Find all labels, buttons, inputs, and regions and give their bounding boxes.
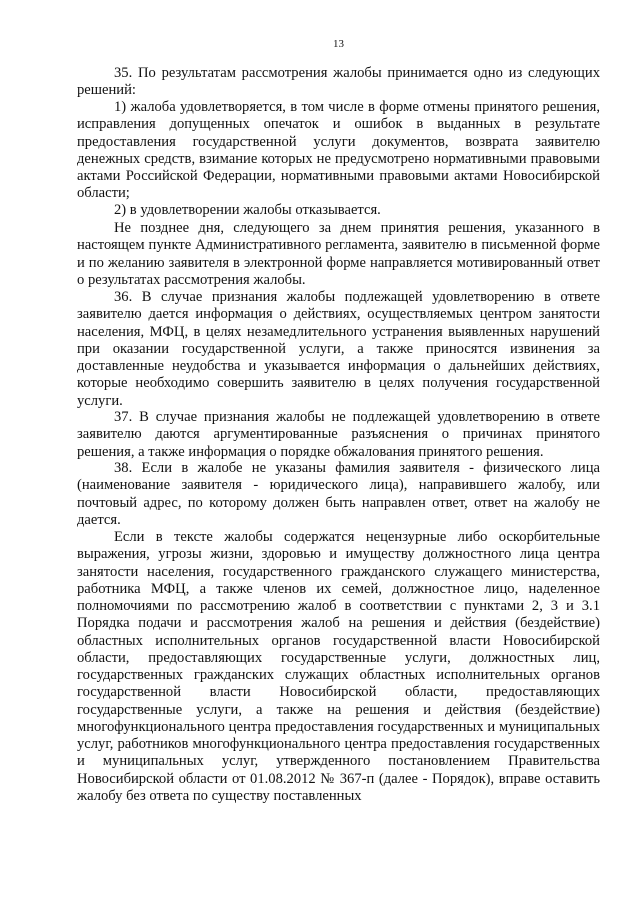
paragraph-35-response-deadline: Не позднее дня, следующего за днем принятия решения, указанного в настоящем пункте Административного регламента, заявителю в письменной форме и по желанию заявителя в электронной форме направляется мотивированный ответ о результатах рассмотрения жалобы. — [77, 220, 600, 288]
paragraph-37: 37. В случае признания жалобы не подлежащей удовлетворению в ответе заявителю даются аргументированные разъяснения о причинах принятого решения, а также информация о порядке обжалования принятого решения. — [77, 409, 600, 460]
paragraph-38-continuation: Если в тексте жалобы содержатся нецензурные либо оскорбительные выражения, угрозы жизни, здоровью и имуществу должностного лица центра занятости населения, государственного гражданского служащего министерства, работника МФЦ, а также членов их семей, должностное лицо, наделенное полномочиями по рассмотрению жалоб в соответствии с пунктами 2, 3 и 3.1 Порядка подачи и рассмотрения жалоб на решения и действия (бездействие) областных исполнительных органов государственной власти Новосибирской области, предоставляющих государственные услуги, должностных лиц, государственных гражданских служащих областных исполнительных органов государственной власти Новосибирской области, предоставляющих государственные услуги, а также на решения и действия (бездействие) многофункционального центра предоставления государственных и муниципальных услуг, работников многофункционального центра предоставления государственных и муниципальных услуг, утвержденного постановлением Правительства Новосибирской области от 01.08.2012 № 367-п (далее - Порядок), вправе оставить жалобу без ответа по существу поставленных — [77, 529, 600, 804]
page-number: 13 — [333, 38, 344, 50]
paragraph-35-intro: 35. По результатам рассмотрения жалобы принимается одно из следующих решений: — [77, 65, 600, 99]
paragraph-38: 38. Если в жалобе не указаны фамилия заявителя - физического лица (наименование заявителя - юридического лица), направившего жалобу, или почтовый адрес, по которому должен быть направлен ответ, ответ на жалобу не дается. — [77, 460, 600, 528]
paragraph-36: 36. В случае признания жалобы подлежащей удовлетворению в ответе заявителю дается информация о действиях, осуществляемых центром занятости населения, МФЦ, в целях незамедлительного устранения выявленных нарушений при оказании государственной услуги, а также приносятся извинения за доставленные неудобства и указывается информация о дальнейших действиях, которые необходимо совершить заявителю в целях получения государственной услуги. — [77, 289, 600, 409]
paragraph-35-item-2: 2) в удовлетворении жалобы отказывается. — [114, 202, 381, 218]
paragraph-35-item-1: 1) жалоба удовлетворяется, в том числе в форме отмены принятого решения, исправления допущенных опечаток и ошибок в выданных в результате предоставления государственной услуги документов, возврата заявителю денежных средств, взимание которых не предусмотрено нормативными правовыми актами Российской Федерации, нормативными правовыми актами Новосибирской области; — [77, 99, 600, 202]
